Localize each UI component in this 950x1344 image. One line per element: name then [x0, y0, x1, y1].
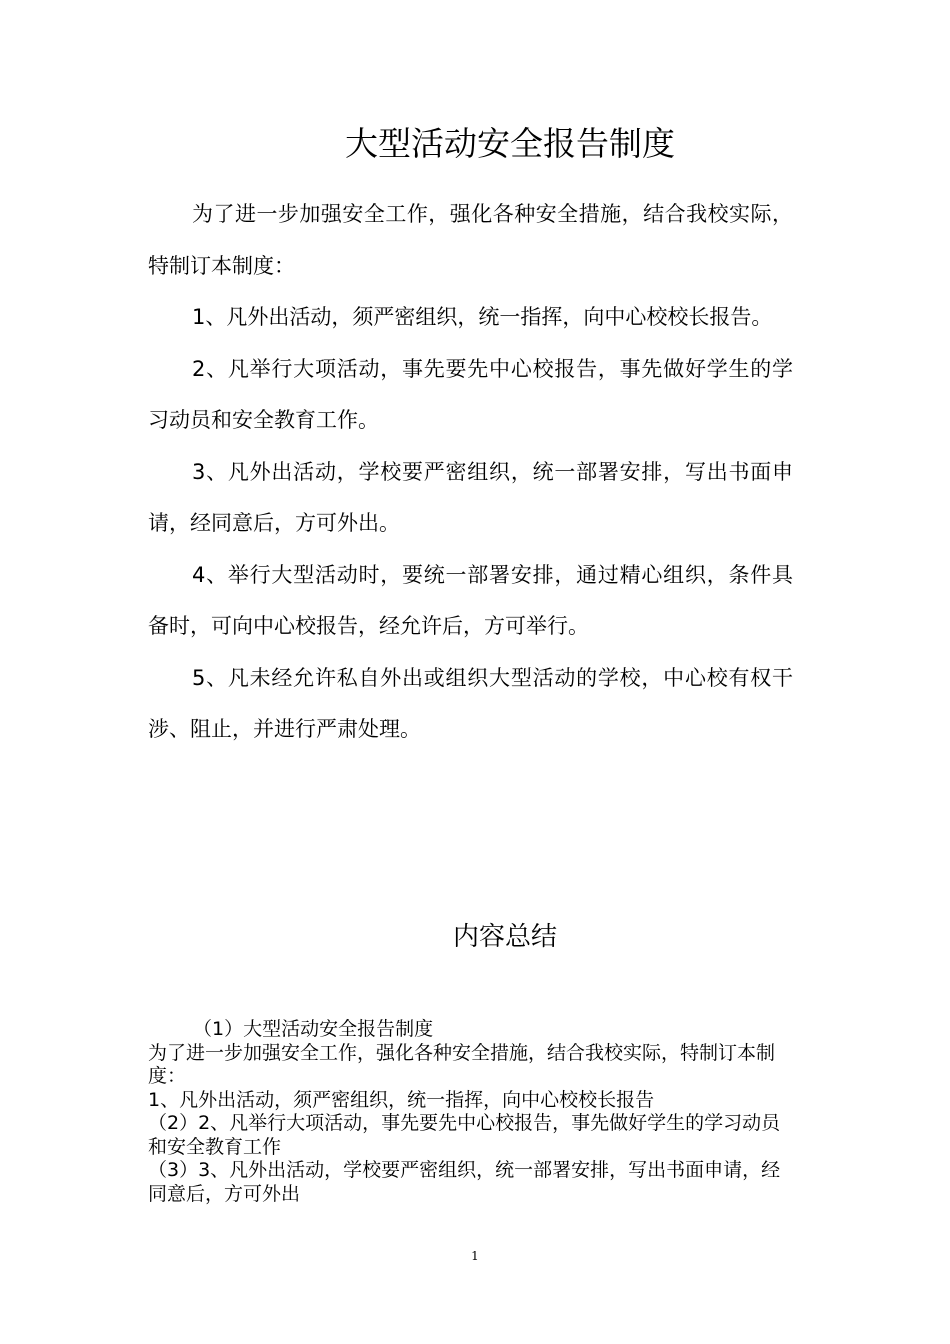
rule-paragraph-3: 3、凡外出活动，学校要严密组织，统一部署安排，写出书面申请，经同意后，方可外出。 [148, 459, 793, 535]
rule-paragraph-2: 2、凡举行大项活动，事先要先中心校报告，事先做好学生的学习动员和安全教育工作。 [148, 356, 793, 432]
document-title: 大型活动安全报告制度 [345, 124, 675, 163]
summary-line: （3）3、凡外出活动，学校要严密组织，统一部署安排，写出书面申请，经同意后，方可外出 [148, 1159, 781, 1205]
rule-paragraph-5: 5、凡未经允许私自外出或组织大型活动的学校，中心校有权干涉、阻止，并进行严肃处理。 [148, 665, 793, 741]
rule-paragraph-4: 4、举行大型活动时，要统一部署安排，通过精心组织，条件具备时，可向中心校报告，经允许后，方可举行。 [148, 562, 793, 638]
summary-line: （2）2、凡举行大项活动，事先要先中心校报告，事先做好学生的学习动员和安全教育工作 [148, 1112, 781, 1158]
rule-paragraph-1: 1、凡外出活动，须严密组织，统一指挥，向中心校校长报告。 [192, 305, 773, 329]
page-number: 1 [471, 1249, 479, 1263]
intro-paragraph: 为了进一步加强安全工作，强化各种安全措施，结合我校实际，特制订本制度： [148, 202, 793, 278]
summary-line: （1）大型活动安全报告制度 [193, 1018, 434, 1040]
summary-line: 为了进一步加强安全工作，强化各种安全措施，结合我校实际，特制订本制度： [148, 1041, 776, 1087]
summary-line: 1、凡外出活动，须严密组织，统一指挥，向中心校校长报告 [148, 1088, 655, 1111]
document-body [148, 189, 793, 756]
summary-body [148, 1018, 798, 1206]
summary-title: 内容总结 [452, 922, 557, 952]
